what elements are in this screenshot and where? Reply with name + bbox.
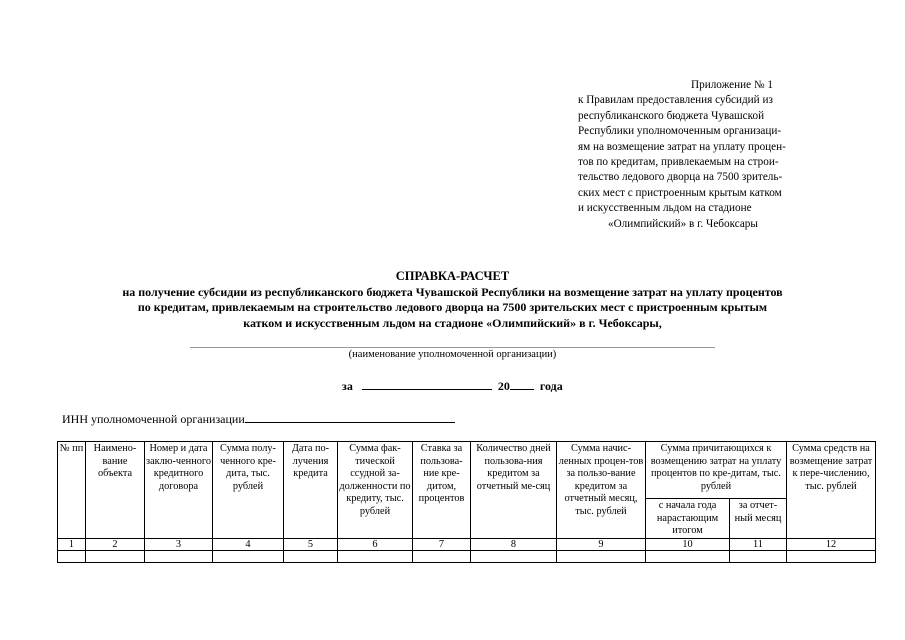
document-title <box>40 269 865 331</box>
annex-line: к Правилам предоставления субсидий из <box>578 94 773 107</box>
column-number: 2 <box>86 539 145 551</box>
title-line: по кредитам, привлекаемым на строительство ледового дворца на 7500 зрительских мест с пристроенным крытым <box>137 300 768 315</box>
data-cell[interactable] <box>213 551 284 563</box>
period-year-blank[interactable] <box>510 377 534 390</box>
header-cell-2: Наимено-вание объекта <box>86 442 145 539</box>
annex-block <box>578 78 846 232</box>
annex-line: республиканского бюджета Чувашской <box>578 109 765 122</box>
data-cell[interactable] <box>413 551 471 563</box>
subheader-cell-11: за отчет-ный месяц <box>730 499 787 539</box>
period-suffix: года <box>539 379 563 393</box>
column-number: 7 <box>413 539 471 551</box>
org-name-line[interactable] <box>190 347 715 348</box>
data-cell[interactable] <box>86 551 145 563</box>
column-number: 9 <box>557 539 646 551</box>
column-number: 12 <box>787 539 876 551</box>
header-cell-4: Сумма полу-ченного кре-дита, тыс. рублей <box>213 442 284 539</box>
data-cell[interactable] <box>58 551 86 563</box>
header-cell-1: № пп <box>58 442 86 539</box>
column-number: 6 <box>338 539 413 551</box>
header-cell-6: Сумма фак-тической ссудной за-долженности по кредиту, тыс. рублей <box>338 442 413 539</box>
period-year-prefix: 20 <box>497 379 510 393</box>
title-main: СПРАВКА-РАСЧЕТ <box>395 269 510 283</box>
org-name-caption: (наименование уполномоченной организации) <box>348 349 557 360</box>
subheader-cell-10: с начала года нарастающим итогом <box>646 499 730 539</box>
inn-blank[interactable] <box>245 410 455 423</box>
inn-line <box>62 410 455 427</box>
column-number: 11 <box>730 539 787 551</box>
annex-line: Республики уполномоченным организаци- <box>578 125 782 138</box>
data-cell[interactable] <box>338 551 413 563</box>
column-number: 1 <box>58 539 86 551</box>
header-cell-12: Сумма средств на возмещение затрат к пере-числению, тыс. рублей <box>787 442 876 539</box>
period-line <box>342 377 563 394</box>
annex-line-last: «Олимпийский» в г. Чебоксары <box>608 217 758 230</box>
annex-line: ских мест с пристроенным крытым катком <box>578 186 782 199</box>
data-cell[interactable] <box>284 551 338 563</box>
header-cell-3: Номер и дата заклю-ченного кредитного договора <box>145 442 213 539</box>
column-number: 10 <box>646 539 730 551</box>
title-line: на получение субсидии из республиканского бюджета Чувашской Республики на возмещение затрат на уплату процентов <box>122 284 783 299</box>
annex-heading: Приложение № 1 <box>691 79 773 91</box>
table-row <box>58 551 876 563</box>
column-number: 3 <box>145 539 213 551</box>
period-month-blank[interactable] <box>362 377 492 390</box>
data-cell[interactable] <box>646 551 730 563</box>
data-cell[interactable] <box>787 551 876 563</box>
header-cell-8: Количество дней пользова-ния кредитом за отчетный ме-сяц <box>471 442 557 539</box>
title-line: катком и искусственным льдом на стадионе «Олимпийский» в г. Чебоксары, <box>243 315 662 330</box>
column-number: 4 <box>213 539 284 551</box>
header-cell-9: Сумма начис-ленных процен-тов за пользо-вание кредитом за отчетный месяц, тыс. рублей <box>557 442 646 539</box>
data-cell[interactable] <box>471 551 557 563</box>
header-cell-10: Сумма причитающихся к возмещению затрат на уплату процентов по кре-дитам, тыс. рублей <box>646 442 787 499</box>
period-prefix: за <box>342 379 353 393</box>
annex-line: тельство ледового дворца на 7500 зритель- <box>578 171 783 184</box>
data-cell[interactable] <box>730 551 787 563</box>
annex-line: и искусственным льдом на стадионе <box>578 202 752 215</box>
calculation-table <box>57 441 876 563</box>
header-cell-5: Дата по-лучения кредита <box>284 442 338 539</box>
data-cell[interactable] <box>145 551 213 563</box>
header-cell-7: Ставка за пользова-ние кре-дитом, процентов <box>413 442 471 539</box>
inn-label: ИНН уполномоченной организации <box>62 412 245 426</box>
data-cell[interactable] <box>557 551 646 563</box>
annex-line: ям на возмещение затрат на уплату процен- <box>578 140 786 153</box>
annex-line: тов по кредитам, привлекаемым на строи- <box>578 156 779 169</box>
column-number: 5 <box>284 539 338 551</box>
column-number: 8 <box>471 539 557 551</box>
